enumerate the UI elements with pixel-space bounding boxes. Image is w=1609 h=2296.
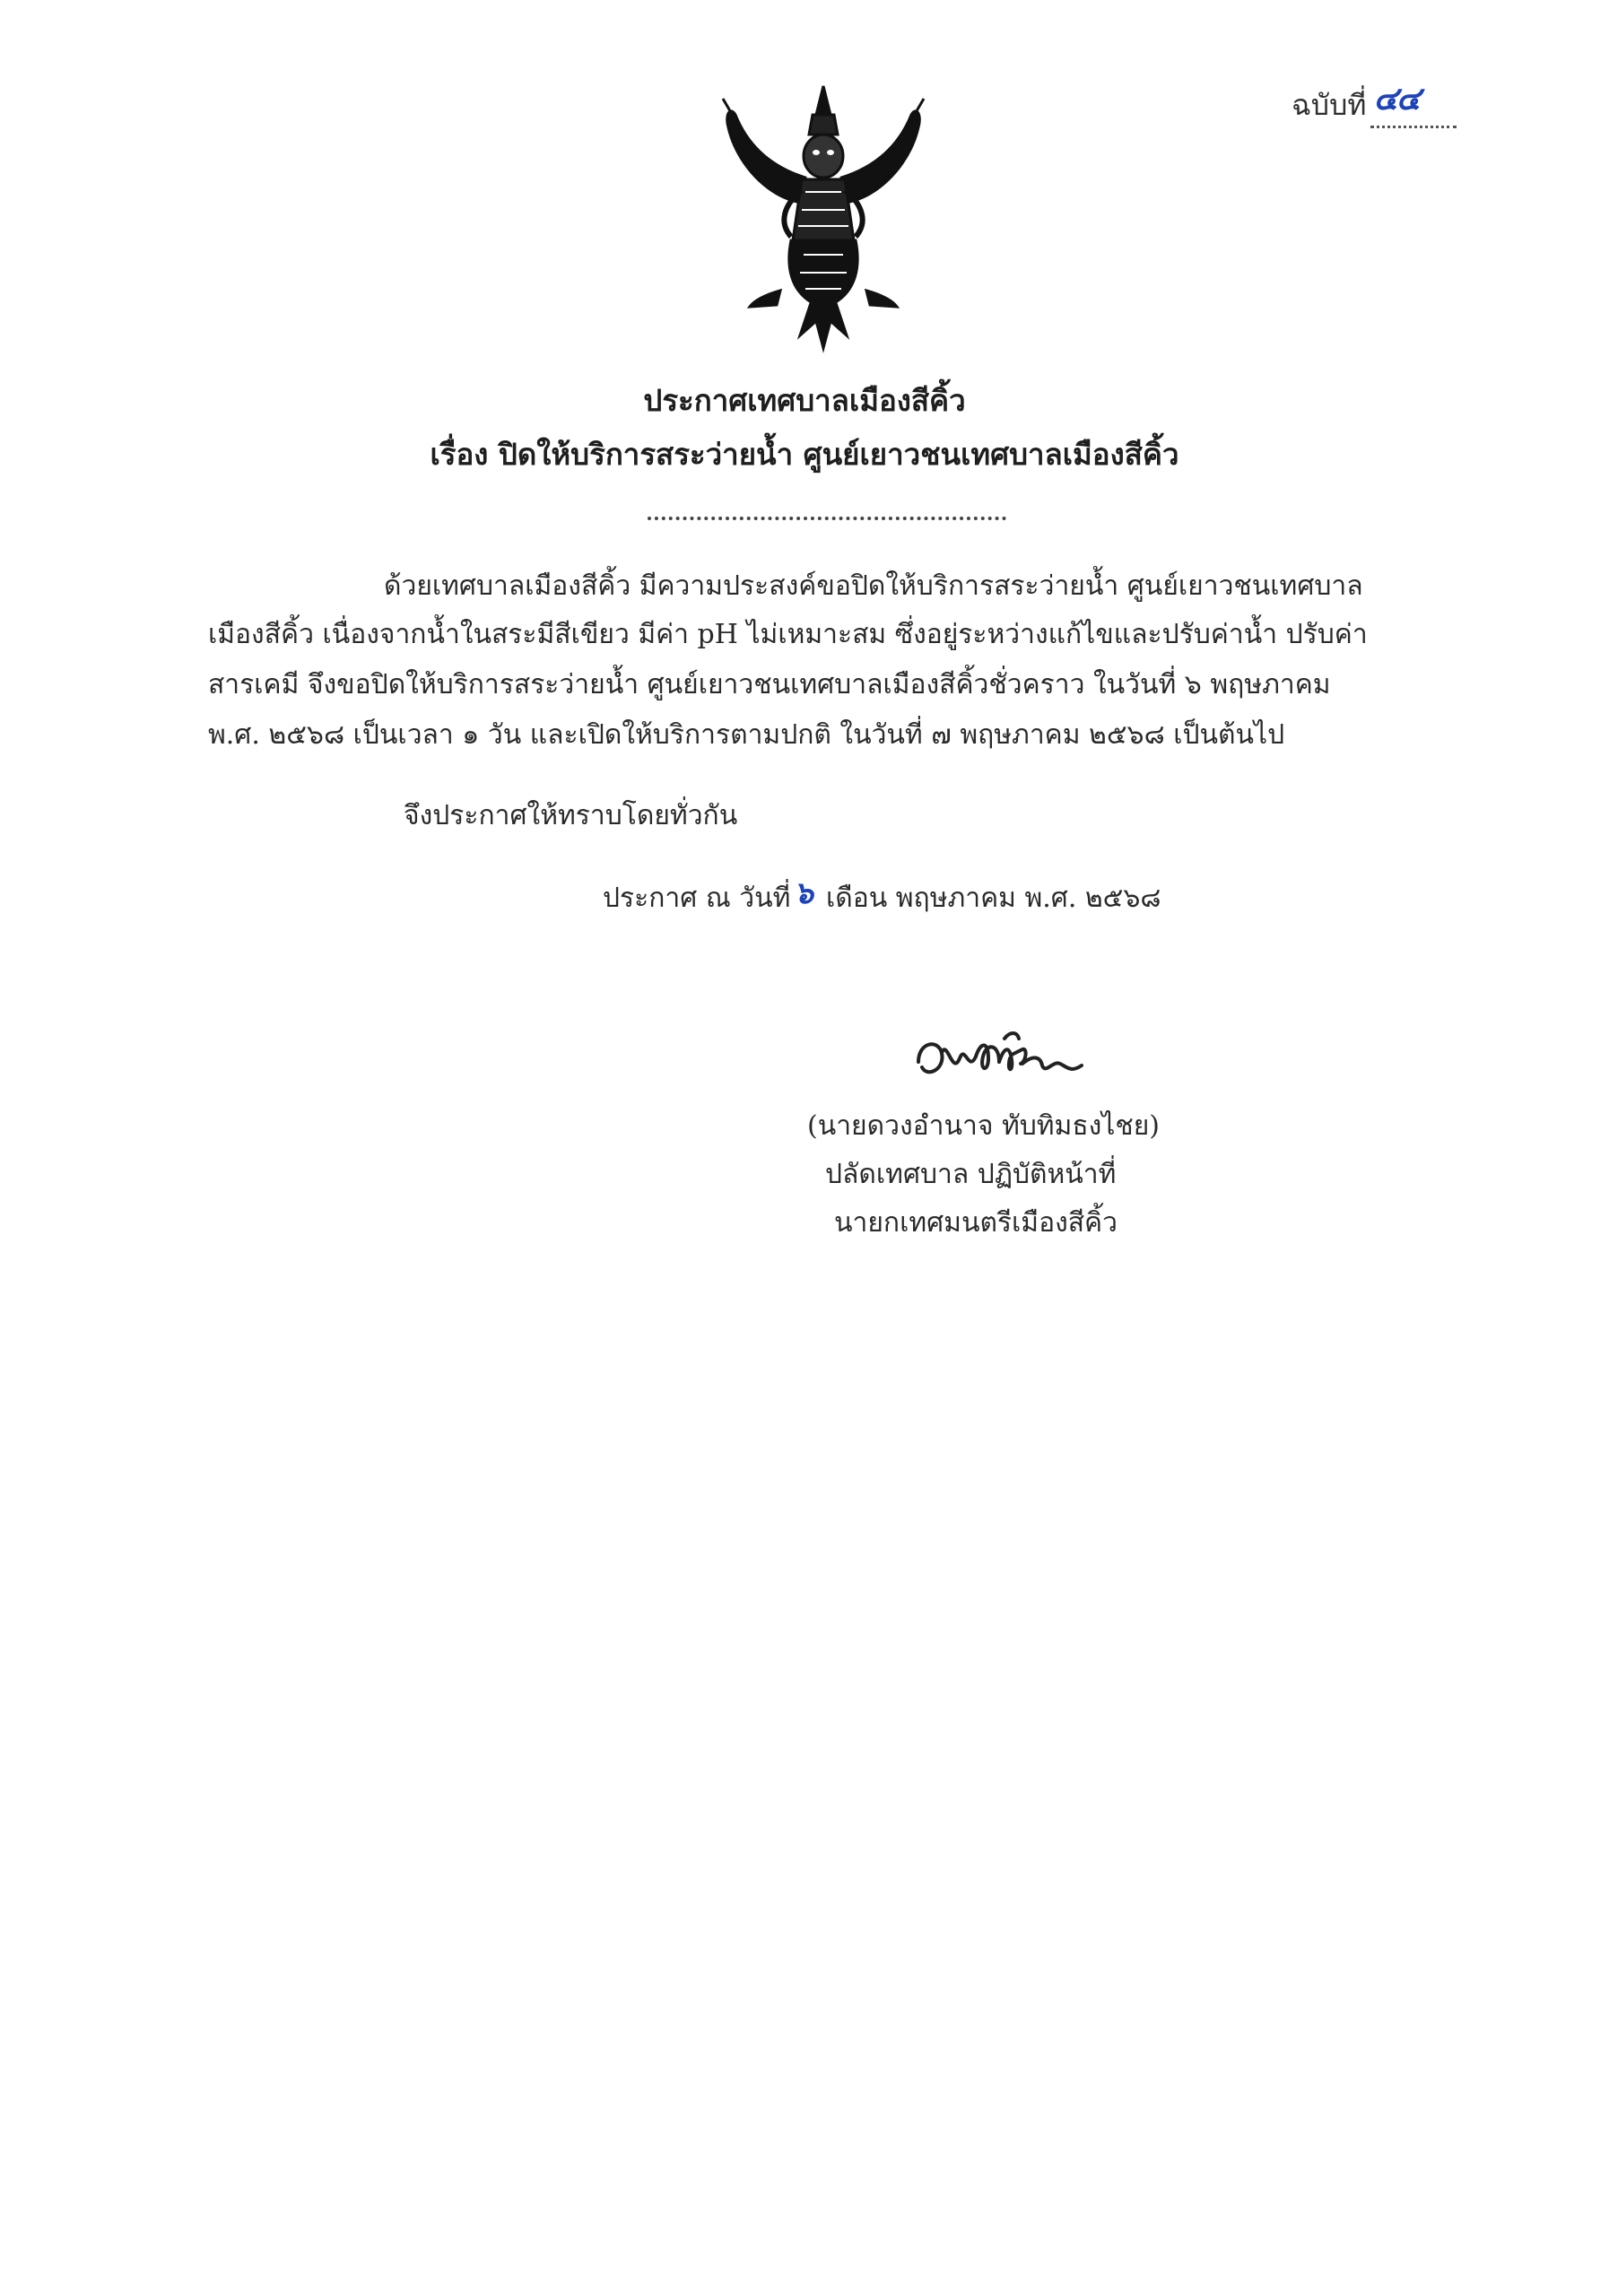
copy-number — [1292, 80, 1457, 128]
body-line-4: พ.ศ. ๒๕๖๘ เป็นเวลา ๑ วัน และเปิดให้บริการตามปกติ ในวันที่ ๗ พฤษภาคม ๒๕๖๘ เป็นต้นไป — [208, 719, 1285, 751]
title-divider — [648, 517, 1006, 520]
garuda-emblem-icon — [705, 79, 942, 353]
body-line-3: สารเคมี จึงขอปิดให้บริการสระว่ายน้ำ ศูนย์เยาวชนเทศบาลเมืองสีคิ้วชั่วคราว ในวันที่ ๖ พฤษภาคม — [208, 669, 1331, 700]
announcement-title: ประกาศเทศบาลเมืองสีคิ้ว — [643, 383, 966, 418]
copy-number-label: ฉบับที่ — [1292, 88, 1367, 122]
announcement-subject: เรื่อง ปิดให้บริการสระว่ายน้ำ ศูนย์เยาวชนเทศบาลเมืองสีคิ้ว — [430, 437, 1179, 472]
proclamation-date — [603, 872, 1161, 920]
body-line-2: เมืองสีคิ้ว เนื่องจากน้ำในสระมีสีเขียว มีค่า pH ไม่เหมาะสม ซึ่งอยู่ระหว่างแก้ไขและปรับค่าน้ำ ปรับค่า — [208, 619, 1368, 650]
proclamation-suffix: เดือน พฤษภาคม พ.ศ. ๒๕๖๘ — [825, 883, 1161, 914]
copy-number-handwritten: ๔๔ — [1373, 80, 1420, 117]
signatory-position: ปลัดเทศบาล ปฏิบัติหน้าที่ — [825, 1159, 1117, 1190]
signatory-name: (นายดวงอำนาจ ทับทิมธงไชย) — [807, 1110, 1161, 1142]
signatory-acting-position: นายกเทศมนตรีเมืองสีคิ้ว — [834, 1207, 1118, 1239]
copy-number-field — [1370, 80, 1457, 128]
proclamation-handwritten-day: ๖ — [794, 875, 813, 911]
proclamation-prefix: ประกาศ ณ วันที่ — [603, 883, 791, 914]
body-line-1: ด้วยเทศบาลเมืองสีคิ้ว มีความประสงค์ขอปิดให้บริการสระว่ายน้ำ ศูนย์เยาวชนเทศบาล — [384, 570, 1363, 602]
notice-line: จึงประกาศให้ทราบโดยทั่วกัน — [404, 800, 738, 831]
handwritten-signature — [906, 1022, 1112, 1094]
